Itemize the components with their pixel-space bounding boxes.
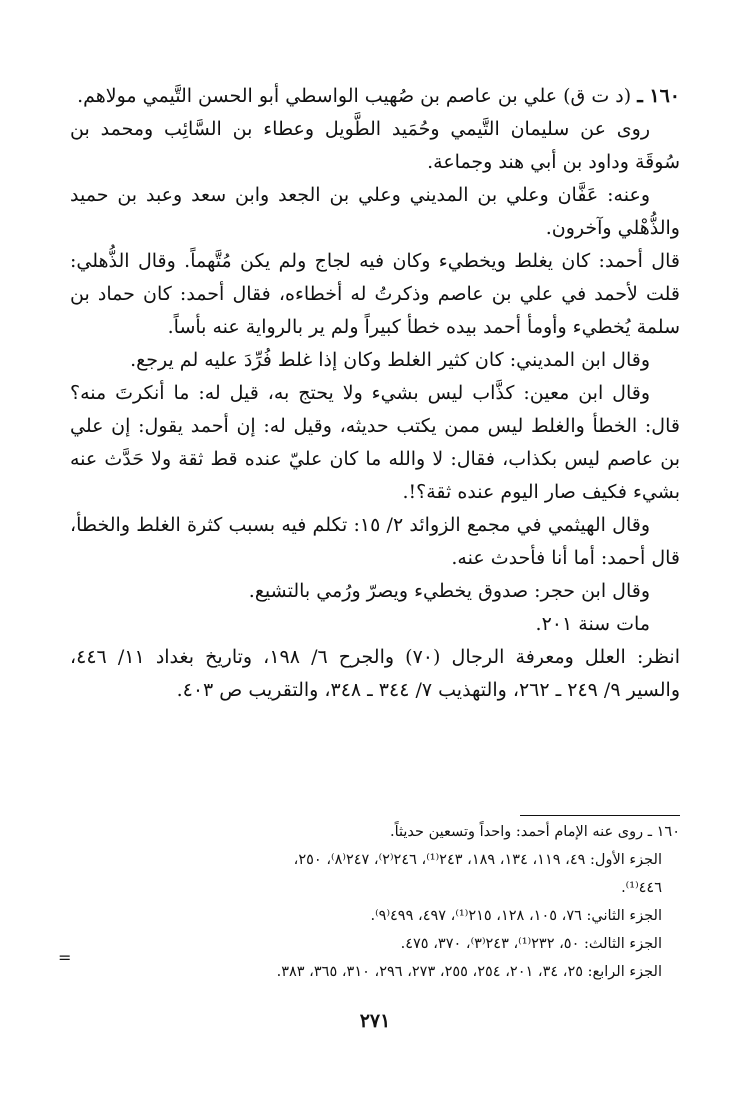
entry-body (70, 80, 680, 707)
footnote-part-3: الجزء الثالث: ٥٠، ٢٣٢⁽¹⁾، ٢٤٣⁽٣⁾، ٣٧٠، ٤٧٥. (400, 936, 662, 952)
footnotes (55, 818, 680, 986)
footnote-part-1-continuation: ٤٤٦⁽¹⁾. (621, 880, 662, 896)
entry-heading-text: (د ت ق) علي بن عاصم بن صُهيب الواسطي أبو الحسن التَّيمي مولاهم. (77, 85, 632, 107)
footnote-part-1: الجزء الأول: ٤٩، ١١٩، ١٣٤، ١٨٩، ٢٤٣⁽¹⁾، ٢٤٦⁽٢⁾، ٢٤٧⁽٨⁾، ٢٥٠، (293, 852, 662, 868)
footnote-intro: ١٦٠ ـ روى عنه الإمام أحمد: واحداً وتسعين حديثاً. (389, 824, 680, 840)
footnote-part-4: الجزء الرابع: ٢٥، ٣٤، ٢٠١، ٢٥٤، ٢٥٥، ٢٧٣، ٢٩٦، ٣١٠، ٣٦٥، ٣٨٣. (276, 964, 662, 980)
footnote-part-2: الجزء الثاني: ٧٦، ١٠٥، ١٢٨، ٢١٥⁽¹⁾، ٤٩٧، ٤٩٩⁽٩⁾. (370, 908, 662, 924)
references-paragraph: انظر: العلل ومعرفة الرجال (٧٠) والجرح ٦/ ١٩٨، وتاريخ بغداد ١١/ ٤٤٦، والسير ٩/ ٢٤٩ ـ ٢٦٢، والتهذيب ٧/ ٣٤٤ ـ ٣٤٨، والتقريب ص ٤٠٣. (70, 646, 680, 701)
page-number: ٢٧١ (359, 1010, 391, 1032)
ibn-maeen-paragraph: وقال ابن معين: كذَّاب ليس بشيء ولا يحتج به، قيل له: ما أنكرتَ منه؟ قال: الخطأ والغلط ليس ممن يكتب حديثه، وقيل له: إن أحمد يقول: إن علي بن عاصم ليس بكذاب، فقال: لا والله ما كان عليّ عنده قط ثقة ولا حَدَّث عنه بشيء فكيف صار اليوم عنده ثقة؟!. (70, 382, 680, 503)
ahmad-opinion-paragraph: قال أحمد: كان يغلط ويخطيء وكان فيه لجاج ولم يكن مُتَّهماً. وقال الذُّهلي: قلت لأحمد في علي بن عاصم وذكرتُ له أخطاءه، فقال أحمد: كان حماد بن سلمة يُخطيء وأومأ أحمد بيده خطأ كبيراً ولم ير بالرواية عنه بأساً. (70, 250, 680, 338)
footnote-divider (520, 815, 680, 816)
narrated-from-paragraph: روى عن سليمان التَّيمي وحُمَيد الطَّويل وعطاء بن السَّائِب ومحمد بن سُوقَة وداود بن أبي هند وجماعة. (70, 118, 680, 173)
continuation-mark: = (58, 948, 72, 967)
entry-heading (70, 80, 680, 113)
entry-number: ١٦٠ ـ (637, 85, 680, 107)
haythami-paragraph: وقال الهيثمي في مجمع الزوائد ٢/ ١٥: تكلم فيه بسبب كثرة الغلط والخطأ، قال أحمد: أما أنا فأحدث عنه. (70, 514, 680, 569)
ibn-hajar-paragraph: وقال ابن حجر: صدوق يخطيء ويصرّ ورُمي بالتشيع. (248, 580, 650, 602)
narrators-paragraph: وعنه: عَفَّان وعلي بن المديني وعلي بن الجعد وابن سعد وعبد بن حميد والذُّهْلي وآخرون. (70, 184, 680, 239)
ibn-madini-paragraph: وقال ابن المديني: كان كثير الغلط وكان إذا غلط فُرِّدَ عليه لم يرجع. (130, 349, 650, 371)
death-year-paragraph: مات سنة ٢٠١. (535, 613, 650, 635)
